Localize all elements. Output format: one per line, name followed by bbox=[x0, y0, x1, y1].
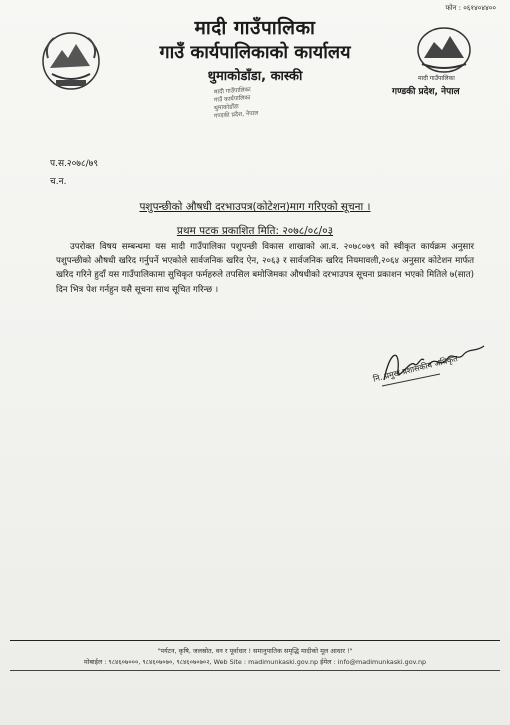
stamp-line: थुमाकोडाँडा bbox=[213, 103, 239, 112]
office-address: थुमाकोडाँडा, कास्की bbox=[207, 69, 303, 84]
stamp-line: गाउँ कार्यपालिका bbox=[213, 94, 251, 104]
footer-divider bbox=[10, 640, 500, 641]
notice-subject: पशुपन्छीको औषधी दरभाउपत्र(कोटेशन)माग गरिएको सूचना । bbox=[139, 201, 371, 213]
footer-slogan: "पर्यटन, कृषि, जलस्रोत, वन र पूर्वाधार ! समानुपातिक समृद्धि मादीको मूल आधार !" bbox=[157, 647, 353, 655]
letter-number: प.स.२०७८/७९ bbox=[50, 159, 99, 169]
notice-body bbox=[56, 240, 474, 297]
dispatch-number: च.न. bbox=[50, 177, 67, 187]
logo-caption: मादी गाउँपालिका bbox=[418, 75, 455, 82]
published-date: प्रथम पटक प्रकाशित मिति: २०७८/०८/०३ bbox=[176, 225, 334, 237]
phone-number: फोन : ०६१४०४४०० bbox=[445, 4, 496, 12]
stamp-line: मादी गाउँपालिका bbox=[213, 86, 251, 96]
province-name: गण्डकी प्रदेश, नेपाल bbox=[392, 87, 460, 97]
municipality-name: मादी गाउँपालिका bbox=[194, 17, 316, 39]
footer-bottom-rule bbox=[10, 670, 500, 671]
footer-contact: मोबाईल : ९८४६०७०००, ९८४६०७०७०, ९८४६०७०७०२, Web Site : madimunkaski.gov.np ईमेल : info@madimunkaski.gov.np bbox=[83, 658, 427, 666]
signer-title: नि. प्रमुख प्रशासकीय अधिकृत bbox=[372, 353, 459, 384]
municipality-logo-icon bbox=[414, 24, 474, 76]
office-name: गाउँ कार्यपालिकाको कार्यालय bbox=[159, 42, 351, 63]
stamp-line: गण्डकी प्रदेश, नेपाल bbox=[213, 109, 259, 120]
office-stamp bbox=[214, 86, 294, 148]
body-paragraph: उपरोक्त विषय सम्बन्धमा यस मादी गाउँपालिका पशुपन्छी विकास शाखाको आ.व. २०७८०७९ को स्वीकृत कार्यक्रम अनुसार पशुपन्छीको औषधी खरिद गर्नुपर्ने भएकोले सार्वजनिक खरिद ऐन, २०६३ र सार्वजनिक खरिद नियमावली,२०६४ अनुसार कोटेशन मार्फत खरिद गरिने हुदाँ यस गाउँपालिकामा सुचिकृत फर्महरुले तपसिल बमोजिमका औषधीको दरभाउपत्र सूचना प्रकाशन भएको मितिले ७(सात) दिन भित्र पेश गर्नहुन यसै सूचना साथ सूचित गरिन्छ । bbox=[56, 242, 474, 295]
